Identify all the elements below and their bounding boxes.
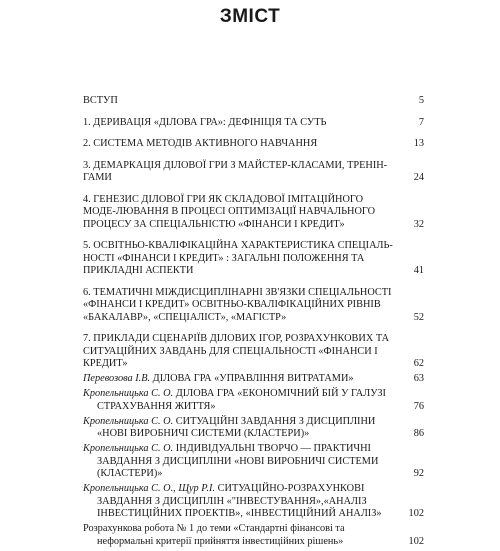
toc-subentry-title — [83, 483, 400, 521]
toc-subentry[interactable] — [83, 373, 424, 386]
toc-subentry[interactable] — [83, 523, 424, 548]
toc-subentry[interactable] — [83, 483, 424, 521]
toc-entry-title: 2. СИСТЕМА МЕТОДІВ АКТИВНОГО НАВЧАННЯ — [83, 138, 318, 149]
toc-entry-page: 7 — [418, 116, 424, 128]
toc-entry-title: 5. ОСВІТНЬО-КВАЛІФІКАЦІЙНА ХАРАКТЕРИСТИКА СПЕЦІАЛЬ-НОСТІ «ФІНАНСИ І КРЕДИТ» : ЗАГАЛЬНІ ПОЛОЖЕННЯ ТА ПРИКЛАДНІ АСПЕКТИ — [83, 240, 393, 276]
toc-subentry-page: 102 — [408, 508, 424, 519]
toc-entry-title: 3. ДЕМАРКАЦІЯ ДІЛОВОЇ ГРИ З МАЙСТЕР-КЛАСАМИ, ТРЕНІН-ГАМИ — [83, 159, 388, 183]
toc-entry-page: 52 — [413, 311, 424, 323]
toc-entry-title: 4. ГЕНЕЗИС ДІЛОВОЇ ГРИ ЯК СКЛАДОВОЇ ІМІТАЦІЙНОГО МОДЕ-ЛЮВАННЯ В ПРОЦЕСІ ОПТИМІЗАЦІЇ НАВЧАЛЬНОГО ПРОЦЕСУ ЗА СПЕЦІАЛЬНІСТЮ «ФІНАНСИ І КРЕДИТ» — [83, 193, 376, 230]
toc-subentry-title — [83, 388, 400, 413]
toc-entry-page: 13 — [413, 138, 424, 149]
toc-subentry-text: Розрахункова робота № 1 до теми «Стандартні фінансові та неформальні критерії прийняття інвестиційних рішень» — [83, 523, 345, 547]
toc-entry-3[interactable] — [83, 160, 424, 185]
toc-entry-page: 32 — [413, 218, 424, 230]
toc-subentry-author: Кропельницька С. О. — [83, 443, 174, 454]
toc-subentry-author: Перевозова І.В. — [83, 373, 151, 384]
toc-subentry-text: ДІЛОВА ГРА «УПРАВЛІННЯ ВИТРАТАМИ» — [150, 373, 354, 384]
toc-subentry-page: 92 — [413, 468, 424, 479]
toc-entry-page: 41 — [413, 265, 424, 276]
toc-subentry-author: Кропельницька С. О. — [83, 415, 174, 427]
toc-entry-1[interactable] — [83, 117, 424, 130]
toc-entry-6[interactable] — [83, 287, 424, 325]
toc-entry-2[interactable] — [83, 138, 424, 151]
table-of-contents — [83, 95, 424, 551]
toc-subentry-text: СИТУАЦІЙНО-РОЗРАХУНКОВІ ЗАВДАННЯ З ДИСЦИПЛІН «"ІНВЕСТУВАННЯ»,«АНАЛІЗ ІНВЕСТИЦІЙНИХ ПРОЕКТІВ», «ІНВЕСТИЦІЙНИЙ АНАЛІЗ» — [97, 483, 382, 519]
toc-subentry-text: СИТУАЦІЙНІ ЗАВДАННЯ З ДИСЦИПЛІНИ «НОВІ ВИРОБНИЧІ СИСТЕМИ (КЛАСТЕРИ)» — [97, 415, 376, 439]
toc-subentry[interactable] — [83, 443, 424, 481]
toc-subentry-author: Кропельницька С. О., Щур Р.І. — [83, 483, 216, 494]
toc-subentry-page: 63 — [413, 373, 424, 384]
page-title: ЗМІСТ — [219, 6, 281, 27]
toc-subentry-text: ІНДИВІДУАЛЬНІ ТВОРЧО — ПРАКТИЧНІ ЗАВДАННЯ З ДИСЦИПЛІНИ «НОВІ ВИРОБНИЧІ СИСТЕМИ (КЛАСТЕРИ)» — [97, 443, 379, 479]
toc-entry-title: ВСТУП — [83, 95, 118, 106]
toc-entry-title: 7. ПРИКЛАДИ СЦЕНАРІЇВ ДІЛОВИХ ІГОР, РОЗРАХУНКОВИХ ТА СИТУАЦІЙНИХ ЗАВДАНЬ ДЛЯ СПЕЦІАЛЬНОСТІ «ФІНАНСИ І КРЕДИТ» — [83, 333, 390, 369]
toc-entry-page: 62 — [413, 358, 424, 369]
toc-subentry-text: ДІЛОВА ГРА «ЕКОНОМІЧНИЙ БІЙ У ГАЛУЗІ СТРАХУВАННЯ ЖИТТЯ» — [97, 388, 386, 412]
toc-subentry-page: 86 — [413, 428, 424, 439]
toc-subentry-author: Кропельницька С. О. — [83, 388, 174, 399]
toc-subentry[interactable] — [83, 388, 424, 413]
toc-entry-title: 1. ДЕРИВАЦІЯ «ДІЛОВА ГРА»: ДЕФІНІЦІЯ ТА СУТЬ — [83, 116, 327, 128]
toc-subentry-title — [83, 443, 400, 481]
toc-subentry-title — [83, 416, 400, 441]
toc-entry-page: 24 — [413, 172, 424, 183]
toc-entry-7[interactable] — [83, 333, 424, 371]
toc-subentry-title — [83, 373, 400, 386]
toc-entry-page: 5 — [418, 95, 424, 106]
toc-entry-intro[interactable] — [83, 95, 424, 108]
toc-subentry[interactable] — [83, 416, 424, 441]
toc-subentry-page: 102 — [408, 535, 424, 547]
toc-entry-4[interactable] — [83, 194, 424, 232]
toc-entry-5[interactable] — [83, 240, 424, 278]
toc-subentry-title — [83, 523, 400, 548]
toc-subentry-page: 76 — [413, 400, 424, 412]
toc-entry-title: 6. ТЕМАТИЧНІ МІЖДИСЦИПЛІНАРНІ ЗВ'ЯЗКИ СПЕЦІАЛЬНОСТІ «ФІНАНСИ І КРЕДИТ» ОСВІТНЬО-КВАЛІФІКАЦІЙНИХ РІВНІВ «БАКАЛАВР», «СПЕЦІАЛІСТ», «МАГІСТР» — [83, 286, 392, 323]
